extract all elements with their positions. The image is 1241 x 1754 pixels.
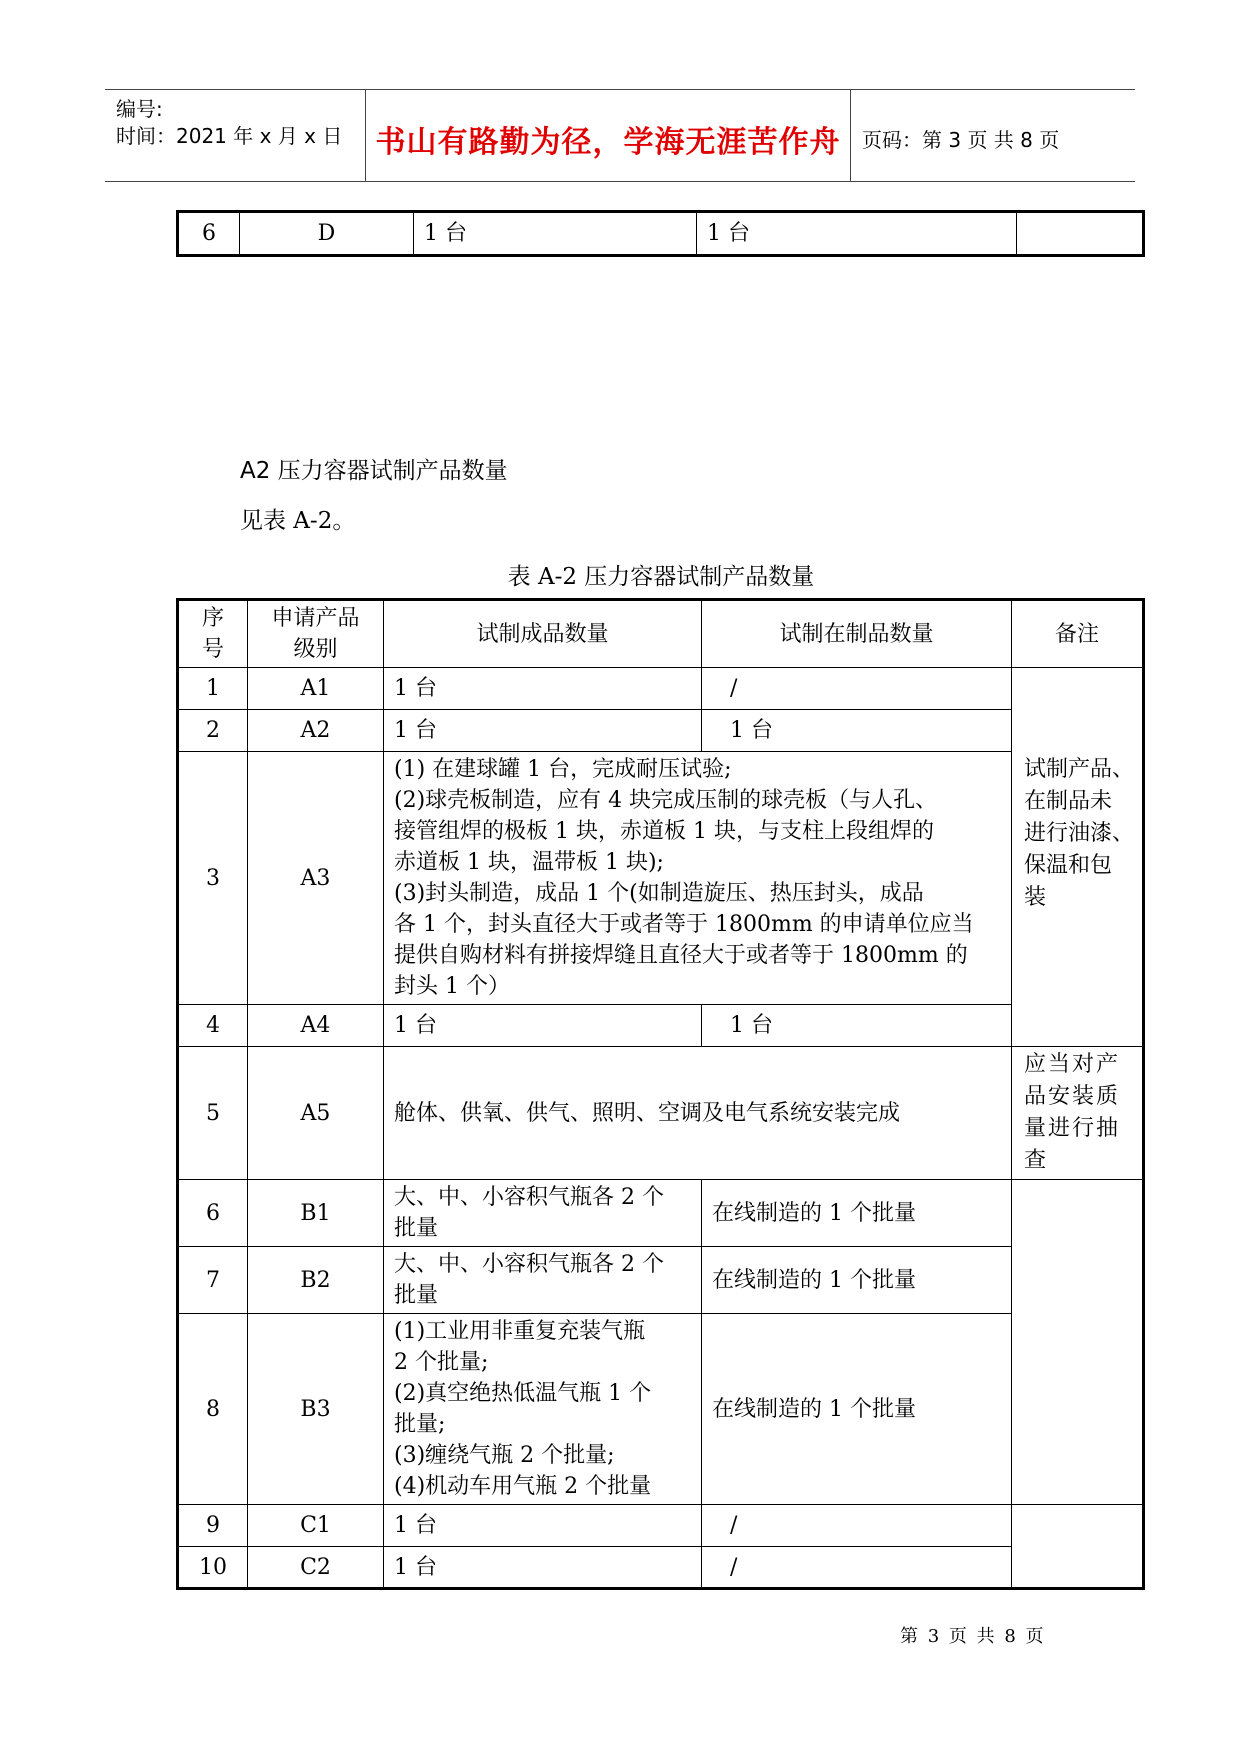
product-level: A1 [248,668,384,710]
table-row [178,1180,1144,1247]
installation-requirement: 舱体、供氧、供气、照明、空调及电气系统安装完成 [384,1047,1012,1180]
detail-line: (1) 在建球罐 1 台，完成耐压试验; [394,757,732,782]
header-no [178,600,248,668]
finished-quantity: 1 台 [384,668,702,710]
row-number: 10 [178,1547,248,1589]
in-process-quantity: 在线制造的 1 个批量 [702,1314,1012,1505]
product-level: C1 [248,1505,384,1547]
remark-line: 试制产品、 [1024,757,1135,782]
finished-quantity: 1 台 [384,710,702,752]
detail-line: 批量; [394,1412,446,1437]
product-level: D [240,212,414,256]
header-top-rule [105,89,1135,90]
in-process-quantity: / [702,1505,1012,1547]
detail-line: (1)工业用非重复充装气瓶 [394,1319,646,1344]
header-level-line2: 级别 [293,637,338,662]
finished-quantity-detail [384,752,1012,1005]
remark [1017,212,1144,256]
in-process-quantity: 1 台 [702,710,1012,752]
header-time-label: 时间：2021 年 x 月 x 日 [116,124,343,148]
see-table-reference: 见表 A-2。 [240,508,356,534]
in-process-quantity: / [702,668,1012,710]
table-row [178,1005,1144,1047]
header-finished: 试制成品数量 [384,600,702,668]
product-level: B1 [248,1180,384,1247]
row-number: 6 [178,212,240,256]
header-page-label: 页码：第 3 页 共 8 页 [862,128,1060,152]
remark-line: 进行油漆、 [1024,821,1135,846]
header-level [248,600,384,668]
detail-line: 2 个批量; [394,1350,489,1375]
in-process-quantity: 1 台 [702,1005,1012,1047]
product-level: A4 [248,1005,384,1047]
product-level: A2 [248,710,384,752]
table-header-row [178,600,1144,668]
detail-line: (3)缠绕气瓶 2 个批量; [394,1443,615,1468]
detail-line: (2)真空绝热低温气瓶 1 个 [394,1381,652,1406]
product-level: A3 [248,752,384,1005]
table-row [178,752,1144,1005]
product-level: B3 [248,1314,384,1505]
product-level: C2 [248,1547,384,1589]
row-number: 5 [178,1047,248,1180]
header-divider-right [850,89,851,182]
remark-group-3 [1012,1180,1144,1505]
row-number: 6 [178,1180,248,1247]
finished-quantity: 1 台 [384,1005,702,1047]
remark-line: 应当对产 [1024,1052,1121,1077]
prev-table [176,210,1145,257]
header-motto: 书山有路勤为径，学海无涯苦作舟 [375,125,841,160]
finished-quantity: 1 台 [414,212,697,256]
table-row [178,710,1144,752]
product-level: A5 [248,1047,384,1180]
product-level: B2 [248,1247,384,1314]
remark-group-4 [1012,1505,1144,1589]
header-level-line1: 申请产品 [271,606,360,631]
in-process-quantity: 在线制造的 1 个批量 [702,1180,1012,1247]
detail-line: 封头 1 个） [394,974,510,999]
table-row [178,212,1144,256]
finished-quantity-detail [384,1247,702,1314]
row-number: 8 [178,1314,248,1505]
detail-line: 批量 [394,1283,439,1308]
detail-line: 大、中、小容积气瓶各 2 个 [394,1252,664,1277]
trial-products-table [176,598,1145,1590]
detail-line: 提供自购材料有拼接焊缝且直径大于或者等于 1800mm 的 [394,943,968,968]
detail-line: (3)封头制造，成品 1 个(如制造旋压、热压封头，成品 [394,881,924,906]
header-number-label: 编号: [116,97,163,121]
header-remark: 备注 [1012,600,1144,668]
row-number: 3 [178,752,248,1005]
header-no-line2: 号 [201,637,224,662]
remark-line: 量进行抽 [1024,1116,1121,1141]
table-row [178,1547,1144,1589]
table-row [178,668,1144,710]
row-number: 9 [178,1505,248,1547]
row-number: 1 [178,668,248,710]
section-heading: A2 压力容器试制产品数量 [240,458,508,484]
table-caption: 表 A-2 压力容器试制产品数量 [507,564,815,590]
remark-line: 装 [1024,885,1047,910]
finished-quantity: 1 台 [384,1547,702,1589]
detail-line: 赤道板 1 块，温带板 1 块); [394,850,664,875]
finished-quantity-detail [384,1180,702,1247]
page-footer: 第 3 页 共 8 页 [900,1626,1046,1647]
detail-line: 大、中、小容积气瓶各 2 个 [394,1185,664,1210]
header-no-line1: 序 [201,606,224,631]
table-row [178,1505,1144,1547]
remark-line: 保温和包 [1024,853,1113,878]
row-number: 4 [178,1005,248,1047]
row-number: 7 [178,1247,248,1314]
detail-line: 接管组焊的极板 1 块，赤道板 1 块，与支柱上段组焊的 [394,819,934,844]
finished-quantity-detail [384,1314,702,1505]
in-process-quantity: 1 台 [697,212,1017,256]
header-bottom-rule [105,181,1135,182]
header-in-process: 试制在制品数量 [702,600,1012,668]
remark-line: 查 [1024,1148,1049,1173]
remark-group-2 [1012,1047,1144,1180]
in-process-quantity: / [702,1547,1012,1589]
in-process-quantity: 在线制造的 1 个批量 [702,1247,1012,1314]
detail-line: 批量 [394,1216,439,1241]
remark-line: 在制品未 [1024,789,1113,814]
table-row [178,1314,1144,1505]
detail-line: (2)球壳板制造，应有 4 块完成压制的球壳板（与人孔、 [394,788,938,813]
table-row [178,1247,1144,1314]
finished-quantity: 1 台 [384,1505,702,1547]
detail-line: 各 1 个，封头直径大于或者等于 1800mm 的申请单位应当 [394,912,974,937]
remark-group-1 [1012,668,1144,1047]
detail-line: (4)机动车用气瓶 2 个批量 [394,1474,652,1499]
table-row [178,1047,1144,1180]
remark-line: 品安装质 [1024,1084,1121,1109]
row-number: 2 [178,710,248,752]
